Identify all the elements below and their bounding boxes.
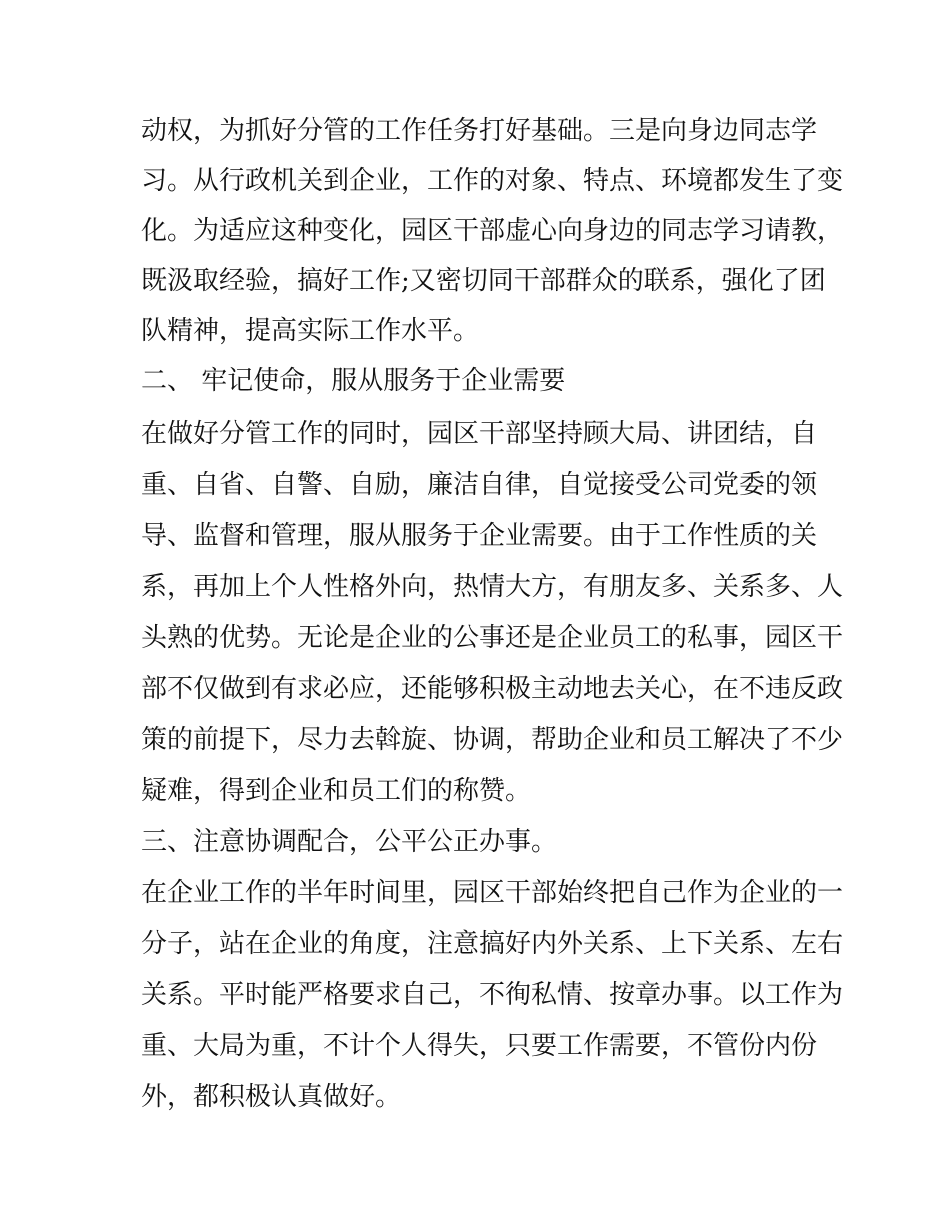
text-line: 关系。平时能严格要求自己，不徇私情、按章办事。以工作为: [141, 980, 844, 1010]
text-line: 疑难，得到企业和员工们的称赞。: [141, 776, 532, 806]
text-line: 化。为适应这种变化，园区干部虚心向身边的同志学习请教，: [141, 216, 844, 246]
text-line: 习。从行政机关到企业，工作的对象、特点、环境都发生了变: [141, 166, 844, 196]
text-line: 分子，站在企业的角度，注意搞好内外关系、上下关系、左右: [141, 929, 844, 959]
text-line: 头熟的优势。无论是企业的公事还是企业员工的私事，园区干: [141, 623, 844, 653]
text-line: 队精神，提高实际工作水平。: [141, 316, 480, 346]
text-line: 系，再加上个人性格外向，热情大方，有朋友多、关系多、人: [141, 572, 844, 602]
text-line: 策的前提下，尽力去斡旋、协调，帮助企业和员工解决了不少: [141, 725, 844, 755]
text-line: 既汲取经验，搞好工作;又密切同干部群众的联系，强化了团: [141, 266, 826, 296]
text-line: 重、自省、自警、自励，廉洁自律，自觉接受公司党委的领: [141, 470, 818, 500]
text-line: 动权，为抓好分管的工作任务打好基础。三是向身边同志学: [141, 116, 818, 146]
text-line: 部不仅做到有求必应，还能够积极主动地去关心，在不违反政: [141, 674, 844, 704]
text-line: 在企业工作的半年时间里，园区干部始终把自己作为企业的一: [141, 878, 844, 908]
text-line: 导、监督和管理，服从服务于企业需要。由于工作性质的关: [141, 521, 818, 551]
text-line: 在做好分管工作的同时，园区干部坚持顾大局、讲团结，自: [141, 419, 818, 449]
text-line: 重、大局为重，不计个人得失，只要工作需要，不管份内份: [141, 1031, 818, 1061]
text-line: 外，都积极认真做好。: [141, 1082, 402, 1112]
section-heading: 三、注意协调配合，公平公正办事。: [141, 827, 558, 857]
section-heading: 二、 牢记使命，服从服务于企业需要: [141, 366, 566, 396]
